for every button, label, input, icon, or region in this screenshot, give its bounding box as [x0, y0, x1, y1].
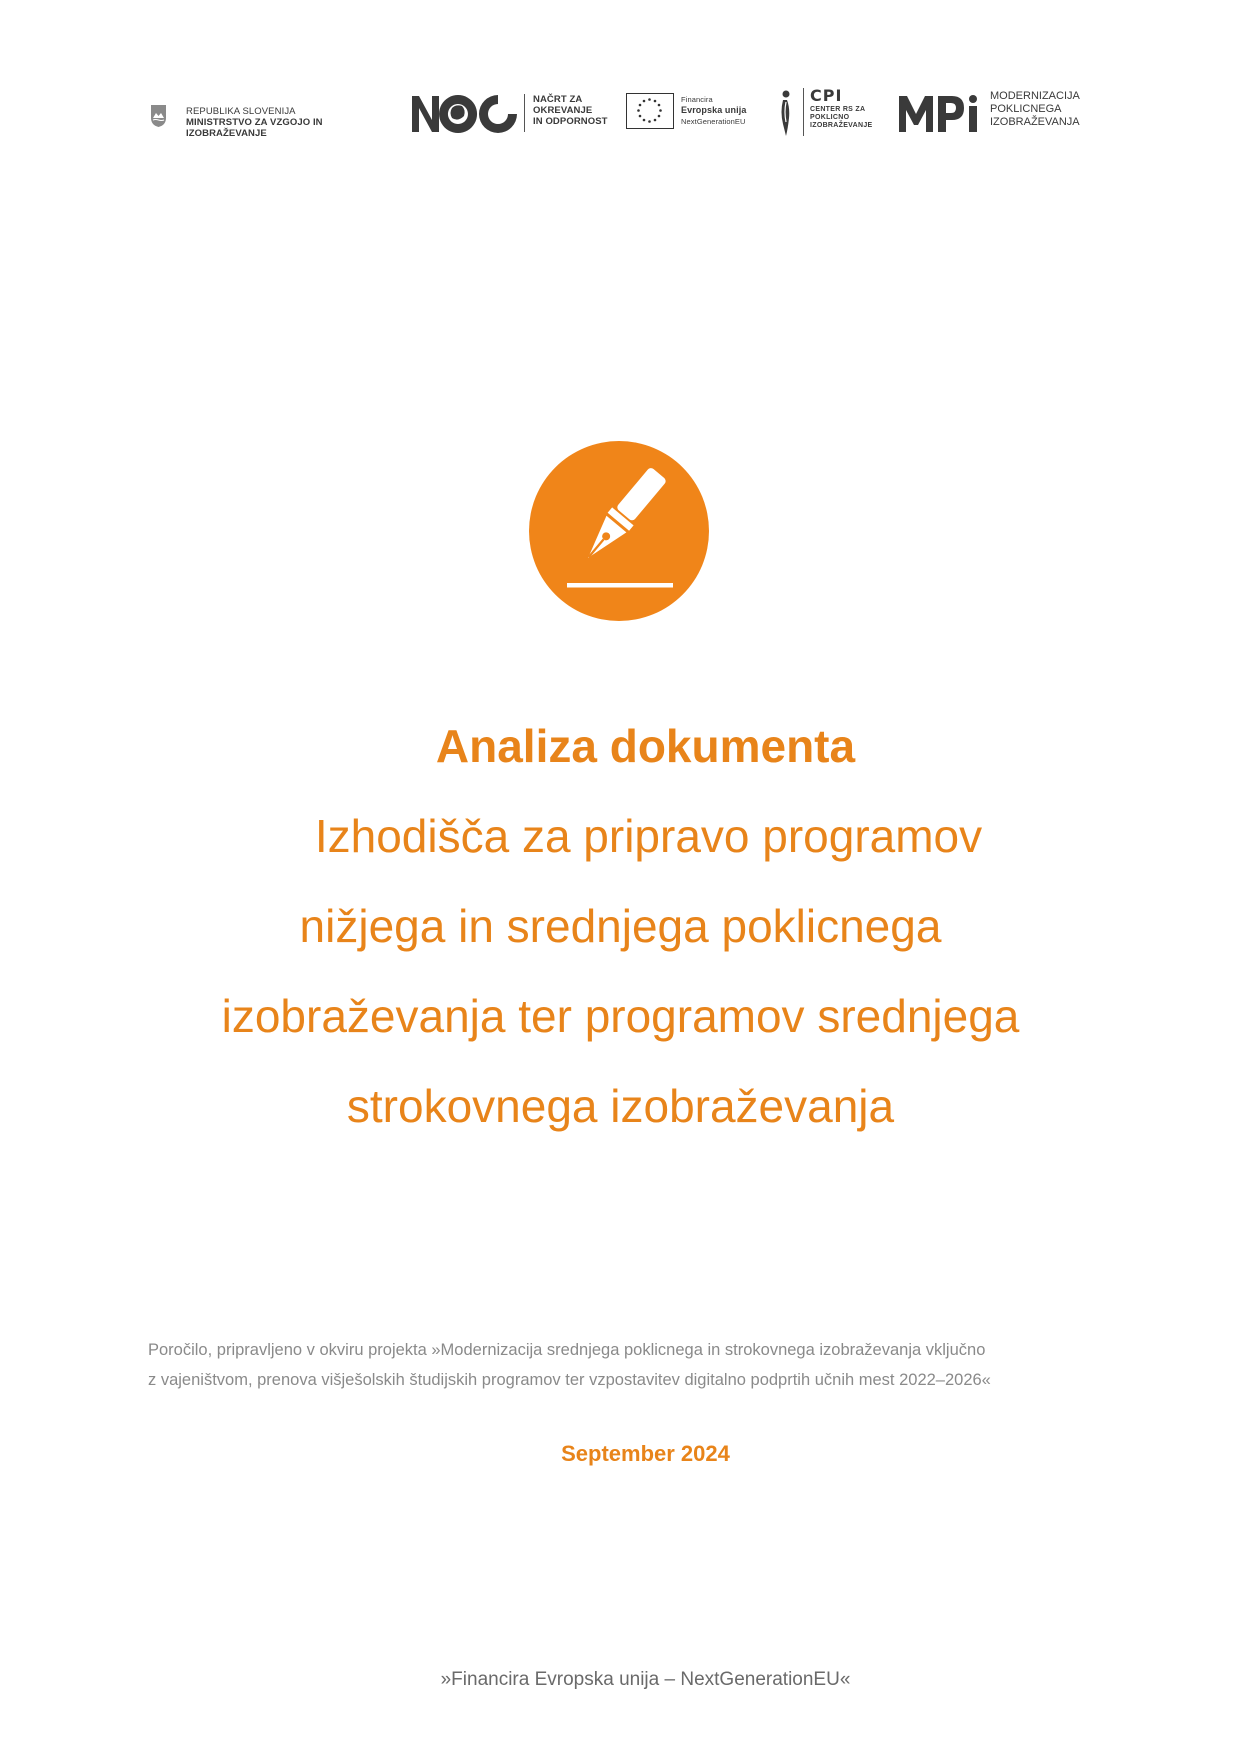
eu-line-2: Evropska unija — [681, 105, 747, 115]
eu-text — [681, 94, 746, 127]
logo-bar — [148, 84, 1093, 144]
mpi-text — [990, 90, 1080, 129]
noo-line-1: NAČRT ZA — [533, 94, 583, 105]
mpi-line-2: POKLICNEGA — [990, 103, 1062, 115]
cpi-mark: CPI — [810, 86, 843, 105]
pen-icon — [529, 441, 709, 621]
document-type-title: Analiza dokumenta — [435, 720, 856, 772]
funding-footer: »Financira Evropska unija – NextGenerationEU« — [440, 1669, 851, 1690]
mpi-mark-icon — [898, 92, 980, 134]
document-title-line-1: Izhodišča za pripravo programov — [314, 810, 983, 862]
eu-funding-logo — [626, 84, 766, 144]
cpi-line-3: IZOBRAŽEVANJE — [810, 122, 873, 129]
cpi-figure-icon — [778, 88, 794, 138]
document-title-line-4: strokovnega izobraževanja — [346, 1080, 895, 1132]
ministry-line-2: MINISTRSTVO ZA VZGOJO IN IZOBRAŽEVANJE — [186, 117, 323, 139]
mpi-logo — [898, 84, 1093, 144]
ministry-line-1: REPUBLIKA SLOVENIJA — [186, 106, 296, 117]
document-title-line-2: nižjega in srednjega poklicnega — [299, 900, 942, 952]
cpi-text — [810, 106, 873, 130]
mpi-line-3: IZOBRAŽEVANJA — [990, 116, 1080, 128]
report-description — [148, 1335, 1108, 1395]
noo-mark-icon — [410, 92, 520, 136]
noo-logo — [410, 84, 610, 144]
eu-flag-icon — [626, 93, 674, 129]
cpi-logo — [778, 84, 898, 144]
slovenia-crest-icon — [150, 104, 167, 128]
noo-line-3: IN ODPORNOST — [533, 116, 608, 127]
publication-date: September 2024 — [561, 1441, 730, 1466]
eu-line-3: NextGenerationEU — [681, 117, 746, 126]
mpi-line-1: MODERNIZACIJA — [990, 90, 1080, 102]
noo-separator — [524, 94, 525, 132]
ministry-logo — [148, 84, 398, 144]
noo-line-2: OKREVANJE — [533, 105, 593, 116]
eu-line-1: Financira — [681, 95, 713, 104]
cpi-line-2: POKLICNO — [810, 114, 850, 121]
document-title-line-3: izobraževanja ter programov srednjega — [221, 990, 1020, 1042]
cpi-line-1: CENTER RS ZA — [810, 106, 866, 113]
report-line-2: z vajeništvom, prenova višješolskih študijskih programov ter vzpostavitev digitalno podprtih učnih mest 2022–2026« — [148, 1371, 991, 1389]
ministry-name — [186, 106, 398, 139]
cpi-separator — [803, 88, 804, 136]
report-line-1: Poročilo, pripravljeno v okviru projekta »Modernizacija srednjega poklicnega in strokovnega izobraževanja vključno — [148, 1341, 986, 1359]
noo-text — [533, 94, 608, 127]
